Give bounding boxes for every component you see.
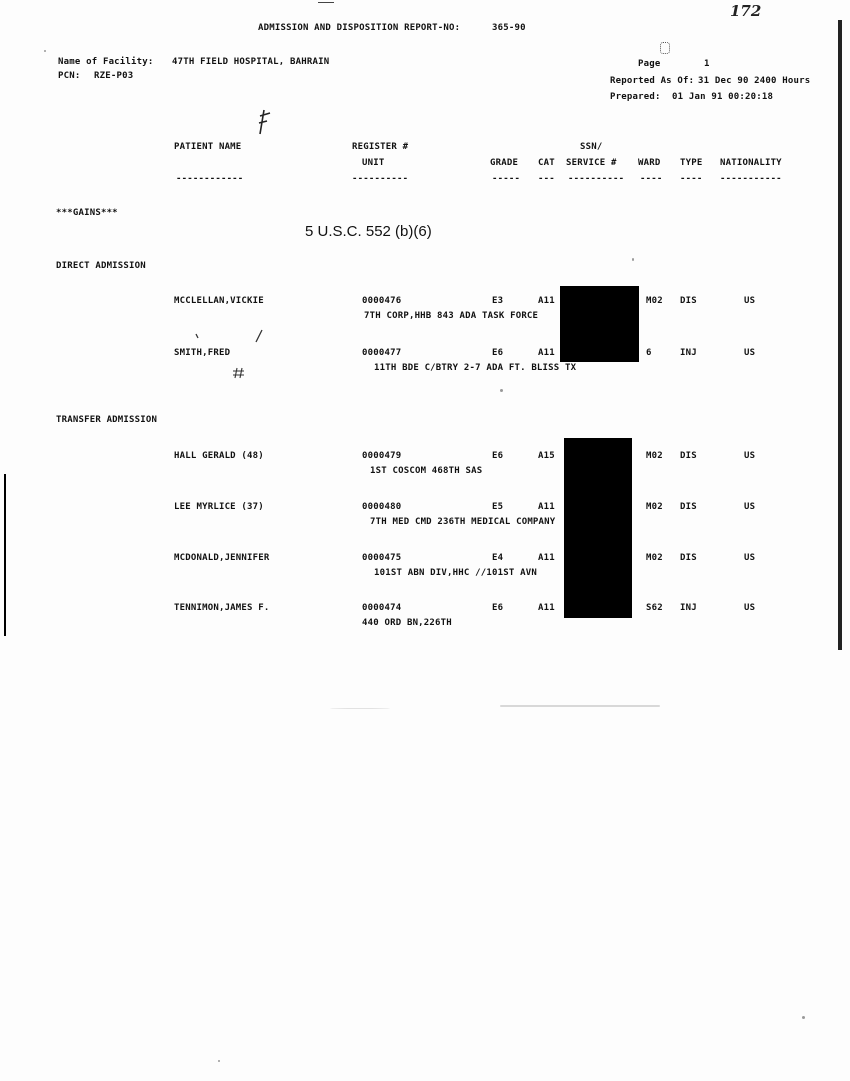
scan-speck (660, 42, 670, 54)
patient-name: HALL GERALD (48) (174, 451, 264, 461)
scan-edge-left (4, 474, 6, 636)
register-number: 0000477 (362, 348, 402, 358)
col-grade: GRADE (490, 158, 519, 168)
unit: 7TH CORP,HHB 843 ADA TASK FORCE (364, 311, 539, 321)
register-number: 0000479 (362, 451, 402, 461)
ward: M02 (646, 502, 663, 512)
handwritten-check-icon (252, 108, 274, 136)
patient-name: LEE MYRLICE (37) (174, 502, 264, 512)
handwritten-hash-icon (232, 366, 246, 380)
patient-name: TENNIMON,JAMES F. (174, 603, 270, 613)
unit: 101ST ABN DIV,HHC //101ST AVN (374, 568, 537, 578)
grade: E6 (492, 348, 504, 358)
col-type: TYPE (680, 158, 703, 168)
disposition-type: DIS (680, 553, 697, 563)
ssn-redaction-box (560, 286, 639, 362)
col-unit: UNIT (362, 158, 385, 168)
register-number: 0000474 (362, 603, 402, 613)
category: A11 (538, 502, 555, 512)
register-number: 0000475 (362, 553, 402, 563)
ward: M02 (646, 553, 663, 563)
disposition-type: DIS (680, 451, 697, 461)
scan-speck (44, 50, 46, 52)
category: A15 (538, 451, 555, 461)
col-cat: CAT (538, 158, 555, 168)
pcn-label: PCN: (58, 71, 81, 81)
col-ward: WARD (638, 158, 661, 168)
category: A11 (538, 553, 555, 563)
dash-nationality: ----------- (720, 174, 782, 184)
disposition-type: INJ (680, 603, 697, 613)
nationality: US (744, 502, 756, 512)
register-number: 0000480 (362, 502, 402, 512)
scan-speck (632, 258, 634, 261)
nationality: US (744, 348, 756, 358)
reported-value: 31 Dec 90 2400 Hours (698, 76, 811, 86)
prepared-value: 01 Jan 91 00:20:18 (672, 92, 774, 102)
dash-cat: --- (538, 174, 555, 184)
dash-ward: ---- (640, 174, 663, 184)
corner-handwritten-mark: 172 (730, 2, 762, 20)
handwritten-marks-icon (190, 328, 270, 344)
dash-service: ---------- (568, 174, 625, 184)
col-nationality: NATIONALITY (720, 158, 782, 168)
reported-label: Reported As Of: (610, 76, 695, 86)
dash-register: ---------- (352, 174, 409, 184)
scan-edge-right (838, 20, 842, 650)
patient-name: SMITH,FRED (174, 348, 231, 358)
col-register: REGISTER # (352, 142, 409, 152)
unit: 440 ORD BN,226TH (362, 618, 452, 628)
patient-name: MCCLELLAN,VICKIE (174, 296, 264, 306)
unit: 7TH MED CMD 236TH MEDICAL COMPANY (370, 517, 556, 527)
scan-mark-top (318, 2, 334, 3)
unit: 1ST COSCOM 468TH SAS (370, 466, 483, 476)
facility-value: 47TH FIELD HOSPITAL, BAHRAIN (172, 57, 330, 67)
grade: E6 (492, 451, 504, 461)
category: A11 (538, 603, 555, 613)
ward: M02 (646, 296, 663, 306)
ssn-redaction-box (564, 438, 632, 618)
disposition-type: DIS (680, 502, 697, 512)
ward: S62 (646, 603, 663, 613)
page-value: 1 (704, 59, 710, 69)
register-number: 0000476 (362, 296, 402, 306)
patient-name: MCDONALD,JENNIFER (174, 553, 270, 563)
section-gains: ***GAINS*** (56, 208, 118, 218)
prepared-label: Prepared: (610, 92, 661, 102)
grade: E6 (492, 603, 504, 613)
ward: M02 (646, 451, 663, 461)
scan-smudge (500, 705, 660, 707)
col-service: SERVICE # (566, 158, 617, 168)
scan-smudge (330, 708, 390, 709)
disposition-type: INJ (680, 348, 697, 358)
report-title: ADMISSION AND DISPOSITION REPORT-NO: (258, 23, 461, 33)
pcn-value: RZE-P03 (94, 71, 134, 81)
section-direct-admission: DIRECT ADMISSION (56, 261, 146, 271)
disposition-type: DIS (680, 296, 697, 306)
scan-speck (802, 1016, 805, 1019)
ward: 6 (646, 348, 652, 358)
nationality: US (744, 451, 756, 461)
page-label: Page (638, 59, 661, 69)
col-patient-name: PATIENT NAME (174, 142, 242, 152)
report-number: 365-90 (492, 23, 526, 33)
dash-grade: ----- (492, 174, 521, 184)
grade: E5 (492, 502, 504, 512)
section-transfer-admission: TRANSFER ADMISSION (56, 415, 158, 425)
nationality: US (744, 603, 756, 613)
scan-speck (500, 389, 503, 392)
grade: E3 (492, 296, 504, 306)
exemption-stamp: 5 U.S.C. 552 (b)(6) (305, 223, 432, 240)
facility-label: Name of Facility: (58, 57, 154, 67)
col-ssn: SSN/ (580, 142, 603, 152)
nationality: US (744, 553, 756, 563)
grade: E4 (492, 553, 504, 563)
dash-name: ------------ (176, 174, 244, 184)
dash-type: ---- (680, 174, 703, 184)
category: A11 (538, 296, 555, 306)
nationality: US (744, 296, 756, 306)
unit: 11TH BDE C/BTRY 2-7 ADA FT. BLISS TX (374, 363, 577, 373)
category: A11 (538, 348, 555, 358)
scan-speck (218, 1060, 220, 1062)
